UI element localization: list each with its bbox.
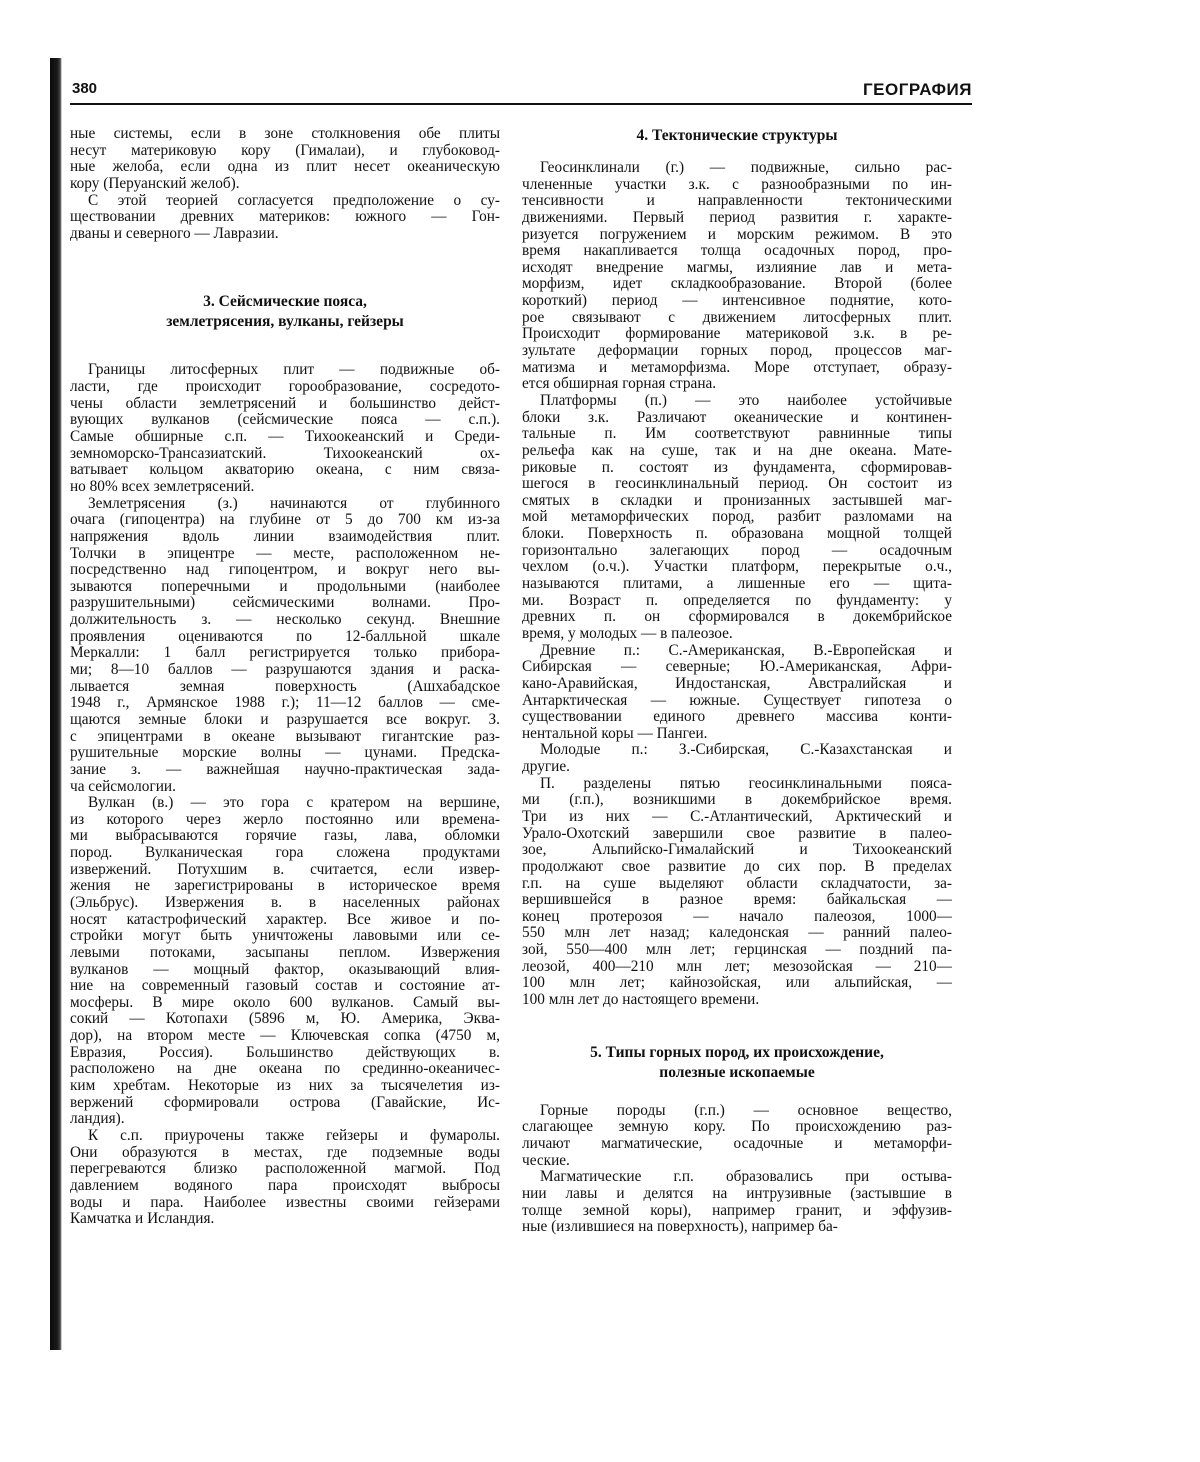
text-line: посредственно над гипоцентром, и вокруг него вы- bbox=[70, 562, 500, 579]
text-line: чены области землетрясений и большинство дейст- bbox=[70, 395, 500, 412]
text-line: древних п. он сформировался в докембрийское bbox=[522, 609, 952, 626]
text-line: Камчатка и Исландия. bbox=[70, 1211, 215, 1228]
text-line: существовании единого древнего массива конти- bbox=[522, 709, 952, 726]
text-line: дор), на втором месте — Ключевская сопка (4750 м, bbox=[70, 1028, 500, 1045]
text-line: зое, Альпийско-Гималайский и Тихоокеанский bbox=[522, 842, 952, 859]
text-line: Происходит формирование материковой з.к. в ре- bbox=[522, 326, 952, 343]
text-line: зой, 550—400 млн лет; герцинская — поздний па- bbox=[522, 942, 952, 959]
text-line: ется обширная горная страна. bbox=[522, 376, 717, 393]
text-line: Евразия, Россия). Большинство действующих в. bbox=[70, 1044, 500, 1061]
text-line: напряжения вдоль линии взаимодействия плит. bbox=[70, 528, 500, 545]
text-line: Самые обширные с.п. — Тихоокеанский и Среди- bbox=[70, 429, 500, 446]
text-line: ные системы, если в зоне столкновения обе плиты bbox=[70, 126, 500, 142]
header-rule bbox=[70, 103, 972, 105]
section-5-heading bbox=[522, 1043, 952, 1083]
text-line: ми. Возраст п. определяется по фундаменту: у bbox=[522, 592, 952, 609]
text-line: ризуется погружением и морским режимом. В это bbox=[522, 226, 952, 243]
text-line: ществовании древних материков: южного — Гон- bbox=[70, 209, 500, 226]
text-line: Они образуются в местах, где подземные воды bbox=[70, 1144, 500, 1161]
text-line: (Эльбрус). Извержения в. в населенных районах bbox=[70, 894, 500, 911]
text-line: кано-Аравийская, Индостанская, Австралийская и bbox=[522, 675, 952, 692]
text-line: зываются поперечными и продольными (наиболее bbox=[70, 578, 500, 595]
text-line: Антарктическая — южные. Существует гипотеза о bbox=[522, 692, 952, 709]
text-line: проявления оцениваются по 12-балльной шкале bbox=[70, 628, 500, 645]
text-line: С этой теорией согласуется предположение о су- bbox=[88, 192, 500, 209]
text-line: Геосинклинали (г.) — подвижные, сильно рас- bbox=[540, 160, 952, 176]
text-line: ласти, где происходит горообразование, сосредото- bbox=[70, 379, 500, 396]
text-line: ландия). bbox=[70, 1111, 125, 1128]
text-line: ческие. bbox=[522, 1152, 570, 1169]
text-line: зание з. — важнейшая научно-практическая зада- bbox=[70, 761, 500, 778]
text-line: нентальной коры — Пангеи. bbox=[522, 725, 708, 742]
text-line: ватывает кольцом акваторию океана, с ним связа- bbox=[70, 462, 500, 479]
text-line: несут материковую кору (Гималаи), и глубоковод- bbox=[70, 142, 500, 159]
text-line: зультате деформации горных пород, процессов маг- bbox=[522, 343, 952, 360]
text-line: жения не зарегистрированы в историческое время bbox=[70, 878, 500, 895]
text-line: смятых в складки и пронизанных застывшей маг- bbox=[522, 492, 952, 509]
text-line: дваны и северного — Лавразии. bbox=[70, 225, 279, 242]
text-line: рельефа как на суше, так и на дне океана. Мате- bbox=[522, 442, 952, 459]
text-line: блоки. Поверхность п. образована мощной толщей bbox=[522, 526, 952, 543]
text-line: носят катастрофический характер. Все живое и по- bbox=[70, 911, 500, 928]
heading-line: 4. Тектонические структуры bbox=[636, 127, 838, 144]
section-4-heading bbox=[522, 126, 952, 146]
text-line: исходят внедрение магмы, излияние лав и мета- bbox=[522, 259, 952, 276]
text-line: нии лавы и делятся на интрузивные (застывшие в bbox=[522, 1185, 952, 1202]
text-line: давлением водяного пара происходят выбросы bbox=[70, 1177, 500, 1194]
text-line: мой метаморфических пород, разбит разломами на bbox=[522, 509, 952, 526]
text-line: другие. bbox=[522, 759, 570, 776]
right-column bbox=[522, 126, 952, 1236]
text-line: короткий) период — интенсивное поднятие, кото- bbox=[522, 293, 952, 310]
text-line: Молодые п.: З.-Сибирская, С.-Казахстанская и bbox=[540, 742, 952, 759]
text-line: леозой, 400—210 млн лет; мезозойская — 210— bbox=[522, 958, 952, 975]
text-line: 550 млн лет назад; каледонская — ранний палео- bbox=[522, 925, 952, 942]
text-line: тальные п. Им соответствуют равнинные типы bbox=[522, 426, 952, 443]
text-line: рушительные морские волны — цунами. Предска- bbox=[70, 745, 500, 762]
text-line: Толчки в эпицентре — месте, расположенном не- bbox=[70, 545, 500, 562]
section-4-text bbox=[522, 160, 952, 1009]
text-line: извержений. Потухшим в. считается, если извер- bbox=[70, 861, 500, 878]
text-line: ние на современный газовый состав и состояние ат- bbox=[70, 978, 500, 995]
text-line: Меркалли: 1 балл регистрируется только прибора- bbox=[70, 645, 500, 662]
running-title: ГЕОГРАФИЯ bbox=[863, 80, 972, 99]
text-line: Три из них — С.-Атлантический, Арктический и bbox=[522, 808, 952, 825]
text-line: Сибирская — северные; Ю.-Американская, Афри- bbox=[522, 659, 952, 676]
text-line: Платформы (п.) — это наиболее устойчивые bbox=[540, 392, 952, 409]
page-number: 380 bbox=[72, 80, 98, 97]
text-line: очага (гипоцентра) на глубине от 5 до 700 км из-за bbox=[70, 512, 500, 529]
text-line: горизонтально залегающих пород — осадочным bbox=[522, 542, 952, 559]
text-line: личают магматические, осадочные и метаморфи- bbox=[522, 1135, 952, 1152]
text-line: продолжают свое развитие до сих пор. В пределах bbox=[522, 858, 952, 875]
text-line: движениями. Первый период развития г. характе- bbox=[522, 209, 952, 226]
text-line: ные желоба, если одна из плит несет океаническую bbox=[70, 159, 500, 176]
text-line: ми; 8—10 баллов — разрушаются здания и раска- bbox=[70, 662, 500, 679]
text-line: из которого через жерло постоянно или временa- bbox=[70, 811, 500, 828]
text-line: левыми потоками, засыпаны пеплом. Извержения bbox=[70, 944, 500, 961]
text-line: ми выбрасываются горячие газы, лава, обломки bbox=[70, 828, 500, 845]
section-3-heading bbox=[70, 292, 500, 332]
text-line: тенсивности и направленности тектоническими bbox=[522, 193, 952, 210]
text-line: слагающее земную кору. По происхождению раз- bbox=[522, 1119, 952, 1136]
text-line: Урало-Охотский завершили свое развитие в палео- bbox=[522, 825, 952, 842]
text-line: время, у молодых — в палеозое. bbox=[522, 625, 733, 642]
text-line: Землетрясения (з.) начинаются от глубинного bbox=[88, 495, 500, 512]
text-line: перегреваются близко расположенной магмой. Под bbox=[70, 1161, 500, 1178]
text-line: блоки з.к. Различают океанические и континен- bbox=[522, 409, 952, 426]
text-line: ные (излившиеся на поверхность), например ба- bbox=[522, 1219, 838, 1236]
text-line: ми (г.п.), возникшими в докембрийское время. bbox=[522, 792, 952, 809]
text-line: 100 млн лет; кайнозойская, или альпийская, — bbox=[522, 975, 952, 992]
intro-text bbox=[70, 126, 500, 242]
text-line: вержений сформировали острова (Гавайские, Ис- bbox=[70, 1094, 500, 1111]
text-line: вершившейся в разное время: байкальская — bbox=[522, 892, 952, 909]
text-line: Границы литосферных плит — подвижные об- bbox=[88, 362, 500, 379]
text-line: земноморско-Трансазиатский. Тихоокеанский ох- bbox=[70, 445, 500, 462]
text-line: рое связывают с движением литосферных плит. bbox=[522, 309, 952, 326]
text-line: шегося в геосинклинальный период. Он состоит из bbox=[522, 476, 952, 493]
text-line: 100 млн лет до настоящего времени. bbox=[522, 992, 760, 1009]
text-line: называются плитами, а лишенные его — щита- bbox=[522, 576, 952, 593]
text-line: должительность з. — несколько секунд. Внешние bbox=[70, 612, 500, 629]
text-line: пород. Вулканическая гора сложена продуктами bbox=[70, 845, 500, 862]
text-line: 1948 г., Армянское 1988 г.); 11—12 баллов — сме- bbox=[70, 695, 500, 712]
text-line: вулканов — мощный фактор, оказывающий влия- bbox=[70, 961, 500, 978]
text-line: морфизм, идет складкообразование. Второй (более bbox=[522, 276, 952, 293]
text-line: расположено на дне океана по срединно-океаничес- bbox=[70, 1061, 500, 1078]
heading-line: 5. Типы горных пород, их происхождение, bbox=[590, 1043, 884, 1061]
text-line: с эпицентрами в океане вызывают гигантские раз- bbox=[70, 728, 500, 745]
text-line: время накапливается толща осадочных пород, про- bbox=[522, 243, 952, 260]
text-line: сокий — Котопахи (5896 м, Ю. Америка, Эква- bbox=[70, 1011, 500, 1028]
text-line: ким хребтам. Некоторые из них за тысячелетия из- bbox=[70, 1078, 500, 1095]
text-line: Магматические г.п. образовались при остыва- bbox=[540, 1169, 952, 1186]
text-line: Вулкан (в.) — это гора с кратером на вершине, bbox=[88, 795, 500, 812]
text-line: Горные породы (г.п.) — основное вещество, bbox=[540, 1102, 952, 1119]
left-column bbox=[70, 126, 500, 1228]
text-line: К с.п. приурочены также гейзеры и фумаролы. bbox=[88, 1127, 500, 1144]
text-line: толще земной коры), например гранит, и эффузив- bbox=[522, 1202, 952, 1219]
text-line: риковые п. состоят из фундамента, сформировав- bbox=[522, 459, 952, 476]
scan-binding-edge bbox=[50, 58, 62, 1350]
text-line: щаются земные блоки и разрушается все вокруг. З. bbox=[70, 711, 500, 728]
text-line: воды и пара. Наиболее известны своими гейзерами bbox=[70, 1194, 500, 1211]
text-line: г.п. на суше выделяют области складчатости, за- bbox=[522, 875, 952, 892]
text-line: но 80% всех землетрясений. bbox=[70, 478, 255, 495]
heading-line: полезные ископаемые bbox=[659, 1063, 815, 1081]
text-line: вующих вулканов (сейсмические пояса — с.п.). bbox=[70, 412, 500, 429]
section-3-text bbox=[70, 362, 500, 1227]
text-line: члененные участки з.к. с разнообразными по ин- bbox=[522, 176, 952, 193]
heading-line: 3. Сейсмические пояса, bbox=[203, 293, 367, 311]
text-line: ча сейсмологии. bbox=[70, 778, 176, 795]
text-line: мосферы. В мире около 600 вулканов. Самый вы- bbox=[70, 994, 500, 1011]
text-line: разрушительными) сейсмическими волнами. Про- bbox=[70, 595, 500, 612]
text-line: кору (Перуанский желоб). bbox=[70, 175, 240, 192]
heading-line: землетрясения, вулканы, гейзеры bbox=[166, 313, 404, 331]
text-line: лывается земная поверхность (Ашхабадское bbox=[70, 678, 500, 695]
text-line: матизма и метаморфизма. Море отступает, образу- bbox=[522, 359, 952, 376]
text-line: П. разделены пятью геосинклинальными пояса- bbox=[540, 775, 952, 792]
section-5-text bbox=[522, 1103, 952, 1236]
text-line: конец протерозоя — начало палеозоя, 1000— bbox=[522, 908, 952, 925]
text-line: Древние п.: С.-Американская, В.-Европейская и bbox=[540, 642, 952, 659]
text-line: стройки могут быть уничтожены лавовыми или се- bbox=[70, 928, 500, 945]
text-line: чехлом (о.ч.). Участки платформ, перекрытые о.ч., bbox=[522, 559, 952, 576]
